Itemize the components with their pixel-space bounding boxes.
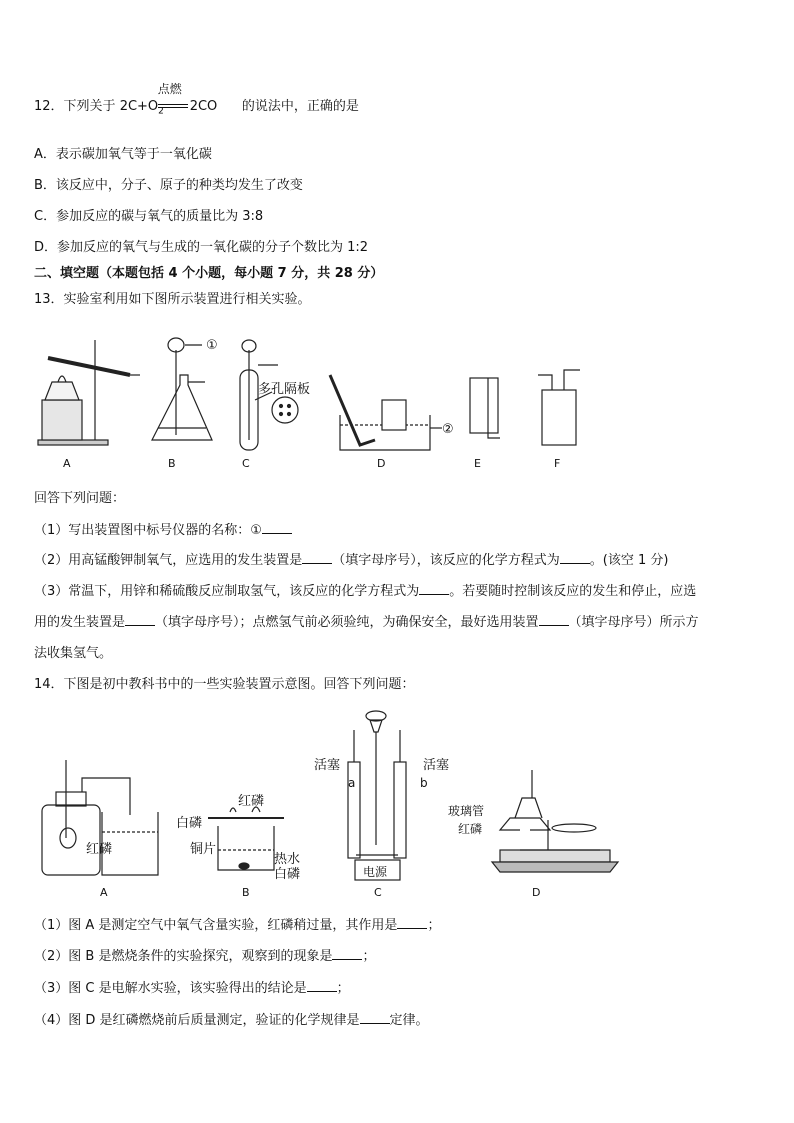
q14-sub4: （4）图 D 是红磷燃烧前后质量测定，验证的化学规律是 定律。	[34, 1013, 429, 1028]
q14-c-a: a	[348, 776, 356, 790]
q13-figure-drawing	[30, 320, 600, 475]
q13-prompt: 回答下列问题：	[34, 491, 126, 506]
q12-option-b: B．该反应中，分子、原子的种类均发生了改变	[34, 178, 303, 193]
q12-prefix: 12．下列关于	[34, 99, 116, 114]
q14-figure	[30, 700, 600, 900]
q13-sub2: （2）用高锰酸钾制氧气，应选用的发生装置是 （填字母序号），该反应的化学方程式为 。(该空 1 分)	[34, 553, 669, 568]
q13-caption-a: A	[63, 457, 71, 470]
q14-b-white-p2: 白磷	[274, 867, 301, 882]
q13-figure	[30, 320, 600, 475]
q14-b-white-p: 白磷	[176, 816, 203, 831]
q14-a-red-p: 红磷	[86, 842, 113, 857]
q14-c-valve-left: 活塞	[314, 758, 341, 773]
q14-b-hot-water: 热水	[274, 852, 301, 867]
q14-sub1: （1）图 A 是测定空气中氧气含量实验，红磷稍过量，其作用是 ；	[34, 918, 441, 933]
q14-d-red-p: 红磷	[458, 822, 483, 836]
q13-sub1: （1）写出装置图中标号仪器的名称：①	[34, 521, 292, 540]
q12-stem	[34, 82, 359, 121]
q13-label-plate: 多孔隔板	[258, 382, 311, 397]
answer-blank[interactable]	[125, 613, 155, 626]
answer-blank[interactable]	[397, 916, 427, 929]
q14-c-b: b	[420, 776, 428, 790]
q14-caption-d: D	[532, 886, 541, 899]
q14-caption-c: C	[374, 886, 382, 899]
q12-option-d: D．参加反应的氧气与生成的一氧化碳的分子个数比为 1:2	[34, 240, 369, 255]
q14-c-valve-right: 活塞	[423, 758, 450, 773]
q13-caption-e: E	[474, 457, 481, 470]
q13-label-2: ②	[442, 422, 454, 437]
q12-arrow-line	[158, 104, 188, 105]
answer-blank[interactable]	[262, 521, 292, 534]
q14-b-copper: 铜片	[190, 842, 217, 857]
q13-caption-d: D	[377, 457, 386, 470]
answer-blank[interactable]	[302, 551, 332, 564]
q13-sub3: （3）常温下，用锌和稀硫酸反应制取氢气，该反应的化学方程式为 。若要随时控制该反应的发生和停止，应选	[34, 584, 697, 599]
q14-figure-drawing	[30, 700, 600, 900]
answer-blank[interactable]	[539, 613, 569, 626]
q14-caption-b: B	[242, 886, 250, 899]
answer-blank[interactable]	[360, 1011, 390, 1024]
q14-sub3: （3）图 C 是电解水实验，该实验得出的结论是 ；	[34, 981, 350, 996]
q13-sub3-end: 法收集氢气。	[34, 646, 113, 661]
q13-sub3-cont: 用的发生装置是 （填字母序号）；点燃氢气前必须验纯，为确保安全，最好选用装置 （填字母序号）所示方	[34, 615, 699, 630]
q12-option-a: A．表示碳加氧气等于一氧化碳	[34, 147, 212, 162]
q13-stem: 13．实验室利用如下图所示装置进行相关实验。	[34, 292, 311, 307]
q12-option-c: C．参加反应的碳与氧气的质量比为 3:8	[34, 209, 264, 224]
q14-d-glass-tube: 玻璃管	[448, 804, 485, 818]
answer-blank[interactable]	[332, 947, 362, 960]
q12-arrow-line-2	[158, 107, 188, 108]
q14-c-power: 电源	[363, 865, 388, 879]
answer-blank[interactable]	[560, 551, 590, 564]
q14-sub2: （2）图 B 是燃烧条件的实验探究，观察到的现象是 ；	[34, 949, 376, 964]
q14-b-red-p: 红磷	[238, 794, 265, 809]
q14-stem: 14．下图是初中教科书中的一些实验装置示意图。回答下列问题：	[34, 677, 415, 692]
q14-caption-a: A	[100, 886, 108, 899]
q12-condition: 点燃	[157, 82, 182, 96]
q13-caption-f: F	[554, 457, 561, 470]
q13-caption-c: C	[242, 457, 250, 470]
q12-suffix: 的说法中，正确的是	[241, 99, 359, 114]
q12-equation: $2C+O_2$ 点燃 2CO	[119, 82, 218, 117]
q13-label-1: ①	[206, 338, 218, 353]
q13-caption-b: B	[168, 457, 176, 470]
answer-blank[interactable]	[307, 979, 337, 992]
section-2-heading: 二、填空题（本题包括 4 个小题，每小题 7 分，共 28 分）	[34, 266, 384, 281]
answer-blank[interactable]	[419, 582, 449, 595]
